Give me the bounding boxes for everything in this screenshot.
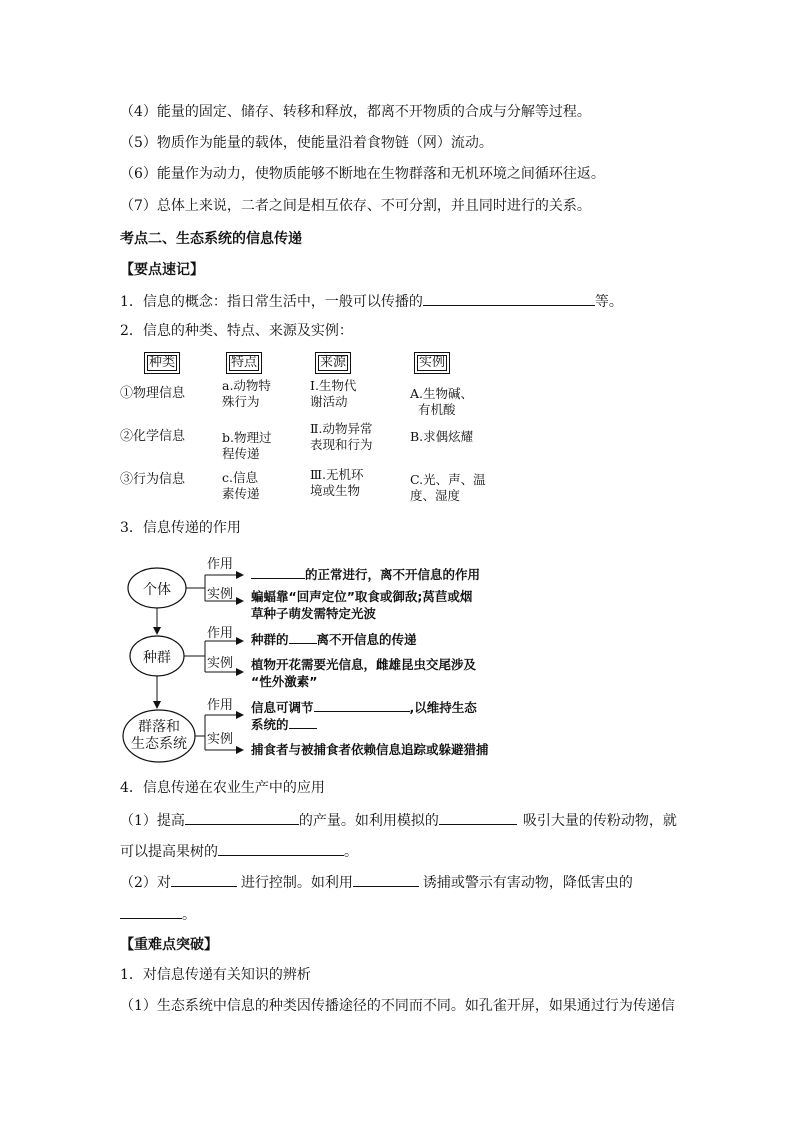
source-1-line1: Ⅰ.生物代 (310, 378, 357, 393)
answer-blank[interactable] (218, 841, 344, 856)
source-3-line1: Ⅲ.无机环 (310, 467, 364, 482)
item-4-2-e: 。 (182, 907, 196, 923)
item-4-2-line2 (120, 904, 196, 925)
answer-blank[interactable] (120, 904, 182, 919)
node-individual: 个体 (143, 582, 171, 598)
kind-physical: ①物理信息 (120, 386, 186, 401)
community-role-line2-label: 系统的 (251, 717, 289, 732)
key-points-heading: 【要点速记】 (120, 262, 204, 278)
answer-blank[interactable] (251, 566, 305, 579)
difficult-heading: 【重难点突破】 (120, 937, 218, 953)
feature-a-line2: 殊行为 (222, 394, 260, 409)
example-label-individual: 实例 (207, 587, 234, 602)
item-1-suffix: 等。 (594, 294, 623, 310)
kind-behavioral: ③行为信息 (120, 472, 186, 487)
community-role-line1 (251, 699, 477, 716)
feature-a-line1: a.动物特 (222, 378, 271, 393)
intro-item-5: （5）物质作为能量的载体，使能量沿着食物链（网）流动。 (120, 135, 493, 151)
individual-example-line2: 草种子萌发需特定光波 (251, 606, 377, 621)
item-4-1-d: 可以提高果树的 (120, 844, 218, 860)
node-community-line2: 生态系统 (131, 736, 187, 752)
intro-item-4: （4）能量的固定、储存、转移和释放，都离不开物质的合成与分解等过程。 (120, 104, 591, 120)
item-4-2-a: （2）对 (120, 875, 171, 891)
answer-blank[interactable] (314, 699, 410, 712)
item-4-1-line1 (120, 810, 677, 831)
item-4-1-b: 的产量。如利用模拟的 (298, 813, 439, 829)
community-role-prefix: 信息可调节 (251, 700, 314, 715)
node-population: 种群 (143, 650, 171, 666)
role-label-individual: 作用 (207, 557, 234, 572)
feature-b-line1: b.物理过 (222, 430, 272, 445)
node-community (123, 719, 195, 753)
example-label-population: 实例 (207, 656, 234, 671)
example-b-line1: B.求偶炫耀 (410, 429, 474, 444)
diff-1-1: （1）生态系统中信息的种类因传播途径的不同而不同。如孔雀开屏，如果通过行为传递信 (120, 998, 675, 1014)
kind-chemical: ②化学信息 (120, 429, 186, 444)
node-community-line1: 群落和 (138, 719, 180, 735)
item-4-1-line2 (120, 841, 358, 862)
individual-example-text (251, 588, 472, 622)
table-header-source: 来源 (315, 352, 351, 374)
answer-blank[interactable] (439, 810, 517, 825)
community-example-text: 捕食者与被捕食者依赖信息追踪或躲避猎捕 (251, 742, 489, 757)
feature-c-line1: c.信息 (222, 470, 258, 485)
feature-c-line2: 素传递 (222, 486, 260, 501)
table-header-feature: 特点 (226, 352, 262, 374)
individual-role-text (251, 566, 480, 584)
item-1-prefix: 1．信息的概念：指日常生活中，一般可以传播的 (120, 294, 423, 310)
answer-blank[interactable] (185, 810, 299, 825)
diff-1: 1．对信息传递有关知识的辨析 (120, 967, 311, 983)
item-4-2-line1 (120, 872, 633, 893)
table-header-kind: 种类 (144, 352, 180, 374)
population-example-line2: “性外激素” (251, 674, 318, 689)
role-label-population: 作用 (207, 626, 234, 641)
community-role-mid: ,以维持生态 (409, 700, 477, 715)
item-4-1-e: 。 (344, 844, 358, 860)
intro-item-6: （6）能量作为动力，使物质能够不断地在生物群落和无机环境之间循环往返。 (120, 166, 605, 182)
item-4-2-c: 诱捕或警示有害动物，降低害虫的 (422, 875, 633, 891)
answer-blank[interactable] (171, 872, 237, 887)
item-2: 2．信息的种类、特点、来源及实例： (120, 323, 353, 339)
role-label-community: 作用 (207, 698, 234, 713)
individual-role-label: 的正常进行，离不开信息的作用 (305, 567, 481, 582)
community-role-line2 (251, 716, 477, 733)
answer-blank[interactable] (353, 872, 419, 887)
example-label-community: 实例 (207, 732, 234, 747)
source-2-line1: Ⅱ.动物异常 (310, 421, 373, 436)
item-4: 4．信息传递在农业生产中的应用 (120, 780, 325, 796)
item-4-2-b: 进行控制。如利用 (240, 875, 353, 891)
intro-item-7: （7）总体上来说，二者之间是相互依存、不可分割，并且同时进行的关系。 (120, 198, 591, 214)
individual-example-line1: 蝙蝠靠“回声定位”取食或御敌;莴苣或烟 (251, 589, 473, 604)
example-a-line2: 有机酸 (410, 402, 456, 417)
source-3-line2: 境或生物 (310, 483, 361, 498)
population-role-suffix: 离不开信息的传递 (316, 632, 417, 647)
population-example-line1: 植物开花需要光信息，雌雄昆虫交尾涉及 (251, 657, 477, 672)
source-1-line2: 谢活动 (310, 394, 348, 409)
item-3: 3．信息传递的作用 (120, 520, 241, 536)
table-header-example: 实例 (414, 352, 450, 374)
item-4-1-a: （1）提高 (120, 813, 185, 829)
population-role-text (251, 631, 417, 649)
section-title: 考点二、生态系统的信息传递 (120, 231, 302, 247)
source-2-line2: 表现和行为 (310, 437, 373, 452)
example-c-line1: C.光、声、温 (410, 472, 486, 487)
population-role-prefix: 种群的 (251, 632, 289, 647)
item-4-1-c: 吸引大量的传粉动物，就 (522, 813, 677, 829)
feature-b-line2: 程传递 (222, 446, 260, 461)
answer-blank[interactable] (289, 716, 317, 729)
community-role-text (251, 699, 477, 733)
example-c-line2: 度、湿度 (410, 488, 461, 503)
example-a-line1: A.生物碱、 (410, 386, 474, 401)
population-example-text (251, 656, 476, 690)
answer-blank[interactable] (289, 631, 317, 644)
